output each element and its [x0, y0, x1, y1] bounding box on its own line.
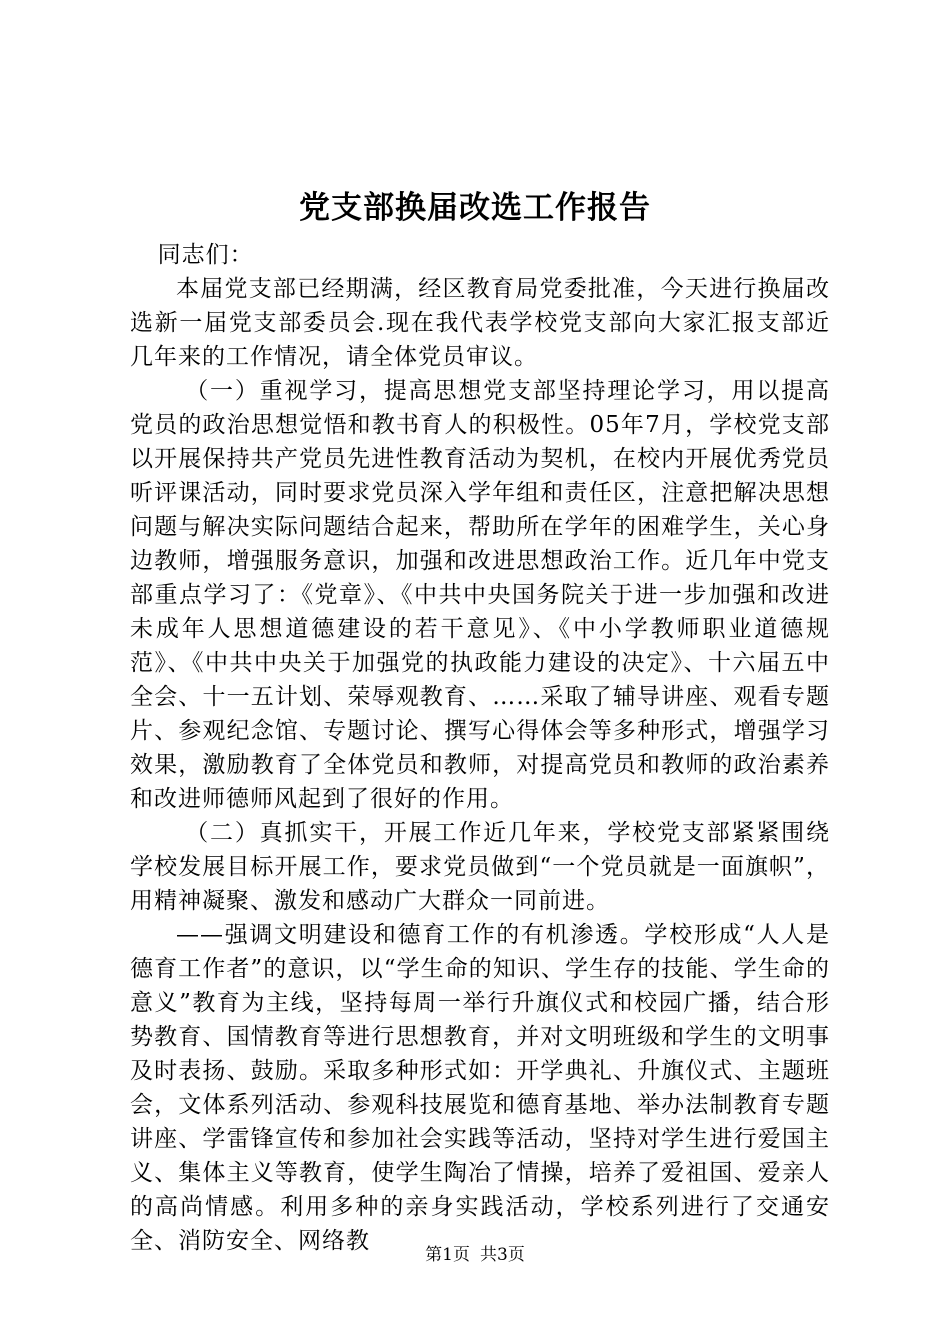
paragraph-section-1: （一）重视学习，提高思想党支部坚持理论学习，用以提高党员的政治思想觉悟和教书育人的积极性。05年7月，学校党支部以开展保持共产党员先进性教育活动为契机，在校内开展优秀党员听评课活动，同时要求党员深入学年组和责任区，注意把解决思想问题与解决实际问题结合起来，帮助所在学年的困难学生，关心身边教师，增强服务意识，加强和改进思想政治工作。近几年中党支部重点学习了：《党章》、《中共中央国务院关于进一步加强和改进未成年人思想道德建设的若干意见》、《中小学教师职业道德规范》、《中共中央关于加强党的执政能力建设的决定》、十六届五中全会、十一五计划、荣辱观教育、……采取了辅导讲座、观看专题片、参观纪念馆、专题讨论、撰写心得体会等多种形式，增强学习效果，激励教育了全体党员和教师，对提高党员和教师的政治素养和改进师德师风起到了很好的作用。: [130, 378, 830, 812]
paragraph-moral-education: ——强调文明建设和德育工作的有机渗透。学校形成“人人是德育工作者”的意识，以“学生命的知识、学生存的技能、学生命的意义”教育为主线，坚持每周一举行升旗仪式和校园广播，结合形势教育、国情教育等进行思想教育，并对文明班级和学生的文明事及时表扬、鼓励。采取多种形式如：开学典礼、升旗仪式、主题班会，文体系列活动、参观科技展览和德育基地、举办法制教育专题讲座、学雷锋宣传和参加社会实践等活动，坚持对学生进行爱国主义、集体主义等教育，使学生陶冶了情操，培养了爱祖国、爱亲人的高尚情感。利用多种的亲身实践活动，学校系列进行了交通安全、消防安全、网络教: [130, 922, 830, 1254]
page-footer: [0, 1243, 950, 1267]
salutation: 同志们：: [157, 242, 254, 268]
paragraph-intro: 本届党支部已经期满，经区教育局党委批准，今天进行换届改选新一届党支部委员会.现在我代表学校党支部向大家汇报支部近几年来的工作情况，请全体党员审议。: [130, 276, 830, 370]
page-title: 党支部换届改选工作报告: [299, 190, 651, 226]
page-total: 共3页: [480, 1245, 525, 1265]
page-number: 第1页: [425, 1245, 470, 1265]
paragraph-section-2: （二）真抓实干，开展工作近几年来，学校党支部紧紧围绕学校发展目标开展工作，要求党员做到“一个党员就是一面旗帜”，用精神凝聚、激发和感动广大群众一同前进。: [130, 820, 830, 914]
document-body: [130, 238, 830, 1258]
